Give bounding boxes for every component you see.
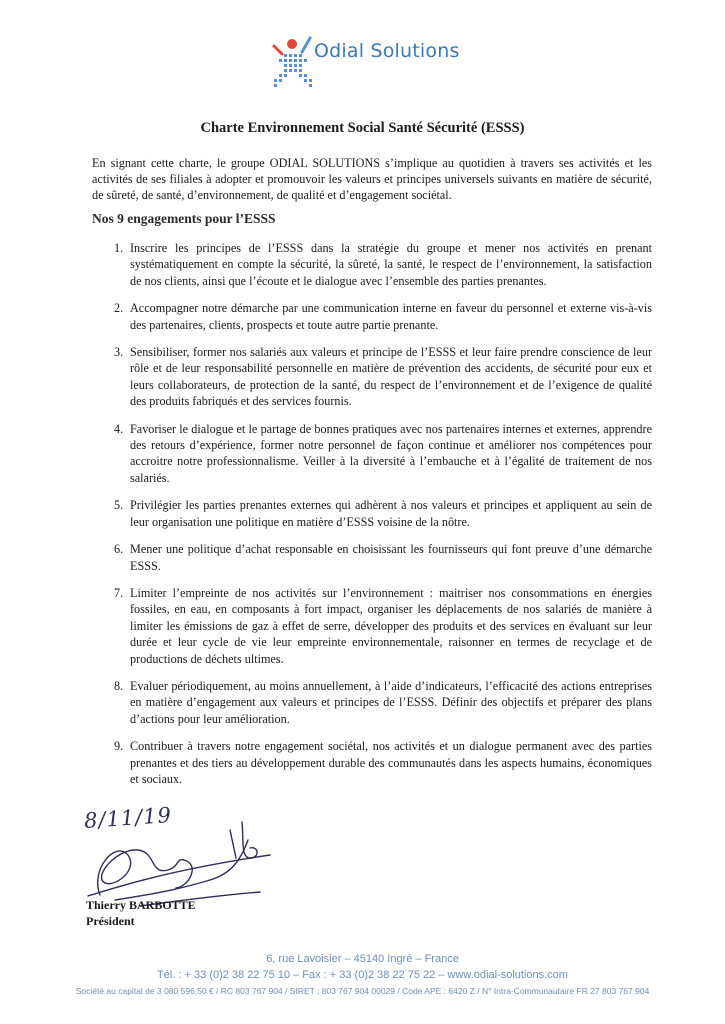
engagement-text: Evaluer périodiquement, au moins annuellement, à l’aide d’indicateurs, l’efficacité des actions entreprises en matière d’engagement aux valeurs et principes de l’ESSS. Définir des objectifs et préparer des plans d’actions pour leur amélioration. bbox=[130, 678, 652, 726]
engagement-number: 1. bbox=[114, 241, 124, 255]
engagement-text: Limiter l’empreinte de nos activités sur l’environnement : maitriser nos consommations en énergies fossiles, en eau, en composants à fort impact, organiser les déplacements de nos salariés de manière à limiter les émissions de gaz à effet de serre, développer des produits et des services en évaluant sur leur durée et leur cycle de vie leur empreinte environnementale, raisonner en termes de recyclage et de productions de déchets ultimes. bbox=[130, 585, 652, 666]
company-logo bbox=[270, 32, 470, 92]
engagement-number: 6. bbox=[114, 542, 124, 557]
engagement-number: 9. bbox=[114, 739, 124, 754]
engagement-text: Sensibiliser, former nos salariés aux valeurs et principe de l’ESSS et leur faire prendre conscience de leur rôle et de leur responsabilité personnelle en matière de prévention des accidents, de sécurité pour eux et leurs collaborateurs, de protection de la santé, du respect de l’environnement et de l’exigence de qualité des produits fabriqués et des services fournis. bbox=[130, 345, 652, 409]
engagement-item bbox=[92, 300, 652, 333]
handwritten-date: 8/11/19 bbox=[83, 802, 173, 834]
signer-name: Thierry BARBOTTE bbox=[86, 898, 196, 912]
engagement-item bbox=[92, 344, 652, 410]
engagement-text: Inscrire les principes de l’ESSS dans la stratégie du groupe et mener nos activités en prenant systématiquement en compte la sécurité, la sûreté, la santé, le respect de l’environnement, la satisfaction de nos clients, ainsi que l’écoute et le dialogue avec l’ensemble des parties prenantes. bbox=[130, 241, 652, 288]
engagement-item bbox=[92, 497, 652, 530]
engagement-text: Accompagner notre démarche par une communication interne en faveur du personnel et externe vis-à-vis des partenaires, clients, prospects et toute autre partie prenante. bbox=[130, 301, 652, 332]
footer-address: 6, rue Lavoisier – 45140 Ingré – France bbox=[266, 953, 459, 965]
engagement-item bbox=[92, 738, 652, 787]
engagement-item bbox=[92, 421, 652, 487]
page-title: Charte Environnement Social Santé Sécurité (ESSS) bbox=[200, 120, 525, 136]
engagement-number: 3. bbox=[114, 345, 124, 360]
intro-paragraph: En signant cette charte, le groupe ODIAL SOLUTIONS s’implique au quotidien à travers ses activités et les activités de ses filiales à adopter et promouvoir les valeurs et principes universels suivants en matière de sécurité, de sûreté, de santé, d’environnement, de qualité et d’engagement sociétal. bbox=[92, 156, 652, 202]
engagement-number: 2. bbox=[114, 301, 124, 316]
footer-legal: Société au capital de 3 080 596,50 € / RC 803 767 904 / SIRET : 803 767 904 00029 / Code APE : 6420 Z / N° Intra-Communautaire FR 27 803 767 904 bbox=[75, 986, 650, 996]
engagement-item bbox=[92, 541, 652, 574]
engagement-text: Favoriser le dialogue et le partage de bonnes pratiques avec nos partenaires internes et externes, apprendre des retours d’expérience, former notre personnel de façon continue et améliorer nos compétences pour accroitre notre professionnalisme. Veiller à la diversité à l’embauche et à l’égalité de traitement de nos salariés. bbox=[130, 421, 652, 485]
logo-text: Odial Solutions bbox=[314, 40, 460, 62]
engagement-number: 7. bbox=[114, 585, 124, 600]
engagement-number: 5. bbox=[114, 498, 124, 513]
handwritten-signature bbox=[80, 800, 280, 910]
engagement-text: Contribuer à travers notre engagement sociétal, nos activités et un dialogue permanent avec des parties prenantes et des tiers au développement durable des communautés dans les aspects humains, économiques et sociaux. bbox=[130, 739, 652, 786]
logo-mark-icon bbox=[270, 32, 318, 92]
section-title: Nos 9 engagements pour l’ESSS bbox=[92, 211, 276, 226]
engagement-item bbox=[92, 240, 652, 289]
signer-role: Président bbox=[86, 914, 135, 928]
engagement-number: 8. bbox=[114, 678, 124, 693]
engagement-item bbox=[92, 585, 652, 667]
engagement-text: Mener une politique d’achat responsable en choisissant les fournisseurs qui font preuve d’une démarche ESSS. bbox=[130, 542, 652, 573]
footer-contact: Tél. : + 33 (0)2 38 22 75 10 – Fax : + 33 (0)2 38 22 75 22 – www.odial-solutions.com bbox=[157, 969, 568, 981]
engagements-list bbox=[92, 240, 652, 798]
engagement-number: 4. bbox=[114, 421, 124, 436]
engagement-text: Privilégier les parties prenantes externes qui adhèrent à nos valeurs et principes et appliquent au sein de leur organisation une politique en matière d’ESSS voisine de la nôtre. bbox=[130, 498, 652, 529]
engagement-item bbox=[92, 678, 652, 727]
